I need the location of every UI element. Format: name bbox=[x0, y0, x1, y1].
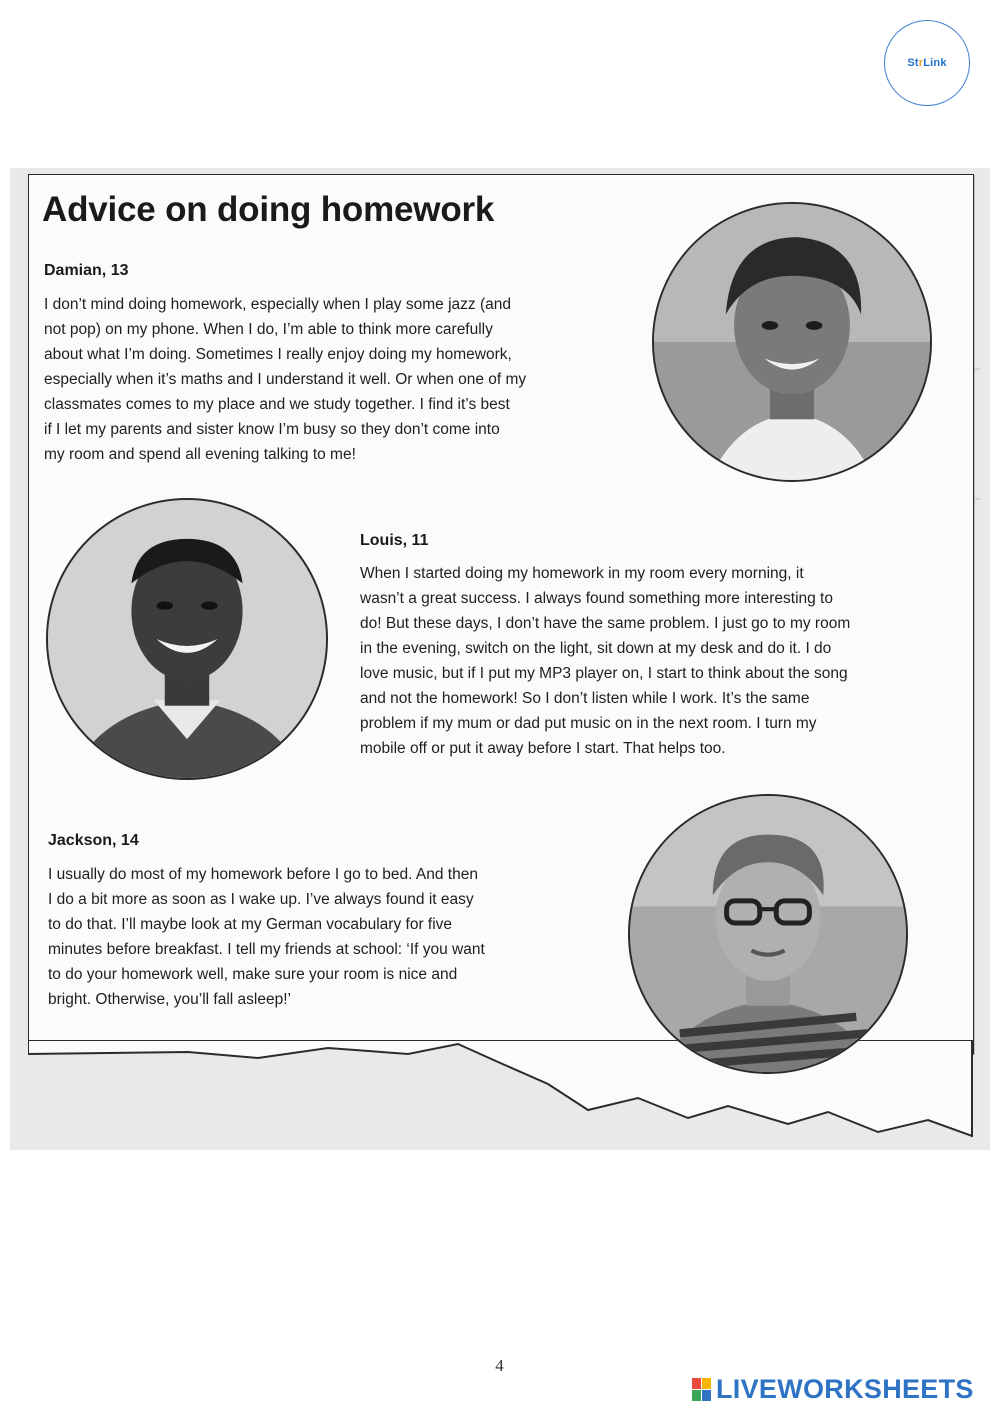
liveworksheets-icon bbox=[692, 1378, 712, 1402]
text-line: I do a bit more as soon as I wake up. I’ve always found it easy bbox=[48, 891, 474, 908]
paragraph-damian bbox=[44, 292, 644, 467]
text-line: bright. Otherwise, you’ll fall asleep!’ bbox=[48, 991, 291, 1008]
page-number: 4 bbox=[495, 1356, 504, 1375]
text-line: to do your homework well, make sure your room is nice and bbox=[48, 966, 458, 983]
text-line: wasn’t a great success. I always found something more interesting to bbox=[360, 590, 833, 607]
text-line: about what I’m doing. Sometimes I really enjoy doing my homework, bbox=[44, 346, 512, 363]
starlink-logo-text: StrLink bbox=[907, 57, 947, 69]
text-line: mobile off or put it away before I start. That helps too. bbox=[360, 740, 726, 757]
text-line: and not the homework! So I don’t listen while I work. It’s the same bbox=[360, 690, 810, 707]
text-line: to do that. I’ll maybe look at my German vocabulary for five bbox=[48, 916, 453, 933]
starlink-logo bbox=[884, 20, 970, 106]
text-line: problem if my mum or dad put music on in the next room. I turn my bbox=[360, 715, 817, 732]
text-line: especially when it’s maths and I understand it well. Or when one of my bbox=[44, 371, 527, 388]
photo-louis bbox=[46, 498, 328, 780]
liveworksheets-logo bbox=[692, 1374, 974, 1405]
author-louis: Louis, 11 bbox=[360, 532, 429, 549]
author-jackson: Jackson, 14 bbox=[48, 832, 139, 849]
liveworksheets-wordmark: LIVEWORKSHEETS bbox=[716, 1374, 974, 1404]
text-line: love music, but if I put my MP3 player on, I start to think about the song bbox=[360, 665, 848, 682]
torn-paper-edge bbox=[28, 1040, 990, 1150]
article-title: Advice on doing homework bbox=[42, 190, 495, 229]
text-line: classmates comes to my place and we study together. I find it’s best bbox=[44, 396, 510, 413]
text-line: do! But these days, I don’t have the same problem. I just go to my room bbox=[360, 615, 851, 632]
text-line: in the evening, switch on the light, sit down at my desk and do it. I do bbox=[360, 640, 832, 657]
text-line: not pop) on my phone. When I do, I’m able to think more carefully bbox=[44, 321, 493, 338]
text-line: minutes before breakfast. I tell my friends at school: ‘If you want bbox=[48, 941, 485, 958]
photo-jackson bbox=[628, 794, 908, 1074]
text-line: I don’t mind doing homework, especially when I play some jazz (and bbox=[44, 296, 511, 313]
paragraph-louis bbox=[360, 561, 960, 761]
text-line: my room and spend all evening talking to me! bbox=[44, 446, 356, 463]
photo-damian bbox=[652, 202, 932, 482]
text-line: When I started doing my homework in my room every morning, it bbox=[360, 565, 804, 582]
text-line: I usually do most of my homework before I go to bed. And then bbox=[48, 866, 478, 883]
text-line: if I let my parents and sister know I’m busy so they don’t come into bbox=[44, 421, 500, 438]
paragraph-jackson bbox=[48, 862, 608, 1012]
author-damian: Damian, 13 bbox=[44, 262, 129, 279]
